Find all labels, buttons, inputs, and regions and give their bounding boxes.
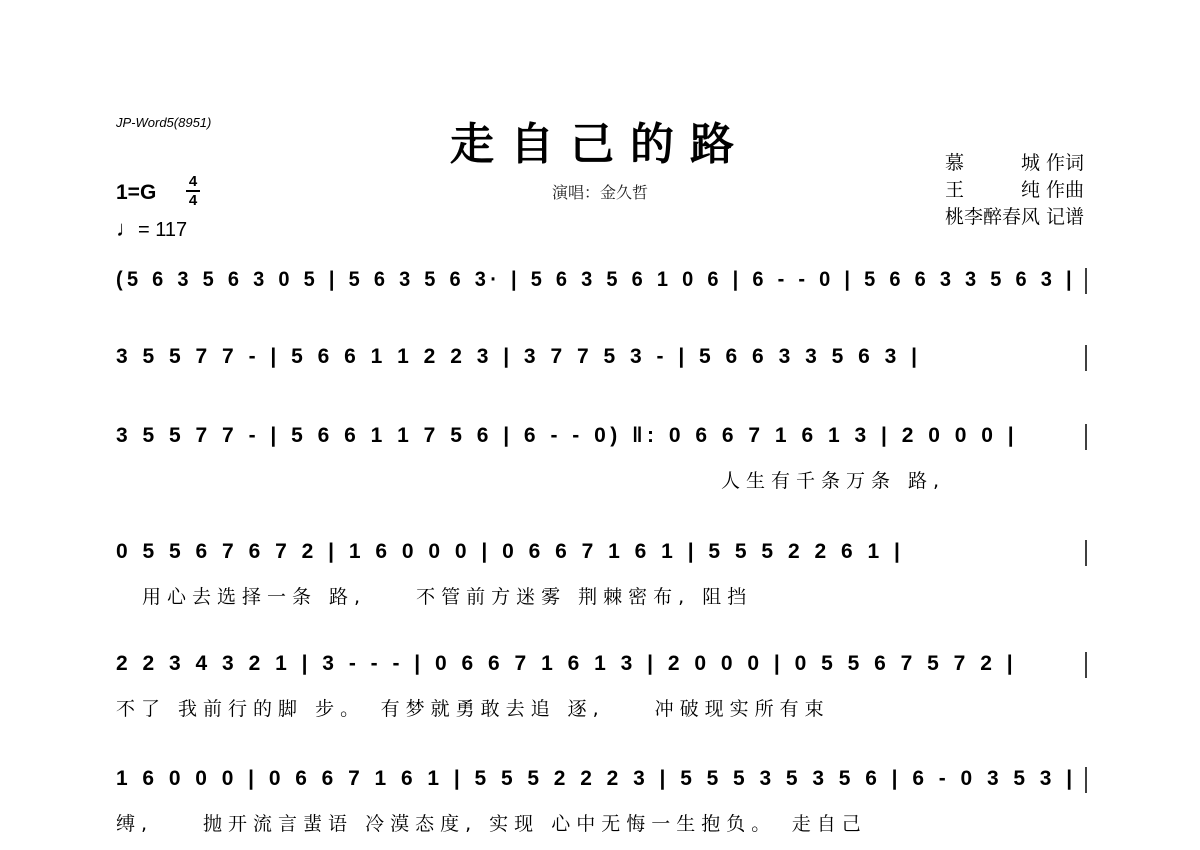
staff-line-end	[116, 268, 1088, 308]
staff-line-end	[116, 652, 1088, 692]
notes-line: 3 5 5 7 7 - | 5 6 6 1 1 2 2 3 | 3 7 7 5 3 - | 5 6 6 3 3 5 6 3 |	[116, 345, 922, 368]
performer-line: 演唱：金久哲	[551, 183, 648, 202]
software-label: JP-Word5(8951)	[116, 115, 212, 130]
lyricist-credit: 慕 城 作词	[944, 152, 1084, 174]
staff-line-end	[116, 767, 1088, 807]
transcriber-credit: 桃李醉春风 记谱	[944, 206, 1084, 228]
notes-line: 2 2 3 4 3 2 1 | 3 - - - | 0 6 6 7 1 6 1 3 | 2 0 0 0 | 0 5 5 6 7 5 7 2 |	[116, 652, 1018, 675]
lyrics-line: 用心去选择一条 路, 不管前方迷雾 荆棘密布, 阻挡	[142, 586, 753, 608]
time-signature-top: 4	[188, 173, 198, 190]
notes-line: 3 5 5 7 7 - | 5 6 6 1 1 7 5 6 | 6 - - 0) ‖: 0 6 6 7 1 6 1 3 | 2 0 0 0 |	[116, 424, 1019, 447]
staff-line-end	[116, 424, 1088, 464]
tempo-marking	[116, 216, 187, 242]
staff-line-end	[116, 345, 1088, 385]
notes-line: (5 6 3 5 6 3 0 5 | 5 6 3 5 6 3· | 5 6 3 5 6 1 0 6 | 6 - - 0 | 5 6 6 3 3 5 6 3 |	[116, 268, 1076, 291]
time-signature-bottom: 4	[188, 192, 198, 209]
time-signature	[186, 174, 200, 208]
credits-block	[945, 150, 1084, 231]
notes-line: 1 6 0 0 0 | 0 6 6 7 1 6 1 | 5 5 5 2 2 2 3 | 5 5 5 3 5 3 5 6 | 6 - 0 3 5 3 |	[116, 767, 1077, 790]
song-title: 走自己的路	[450, 119, 750, 170]
tempo-value: = 117	[138, 219, 188, 241]
staff-line-end	[116, 540, 1088, 580]
key-signature: 1=G	[116, 181, 157, 204]
lyrics-line: 缚, 抛开流言蜚语 冷漠态度, 实现 心中无悔一生抱负。 走自己	[116, 813, 867, 835]
quarter-note-icon: ♩	[116, 216, 138, 241]
lyrics-line: 不了 我前行的脚 步。 有梦就勇敢去追 逐, 冲破现实所有束	[116, 698, 830, 720]
lyrics-line: 人生有千条万条 路,	[721, 470, 946, 492]
notes-line: 0 5 5 6 7 6 7 2 | 1 6 0 0 0 | 0 6 6 7 1 6 1 | 5 5 5 2 2 6 1 |	[116, 540, 905, 563]
composer-credit: 王 纯 作曲	[944, 179, 1084, 201]
